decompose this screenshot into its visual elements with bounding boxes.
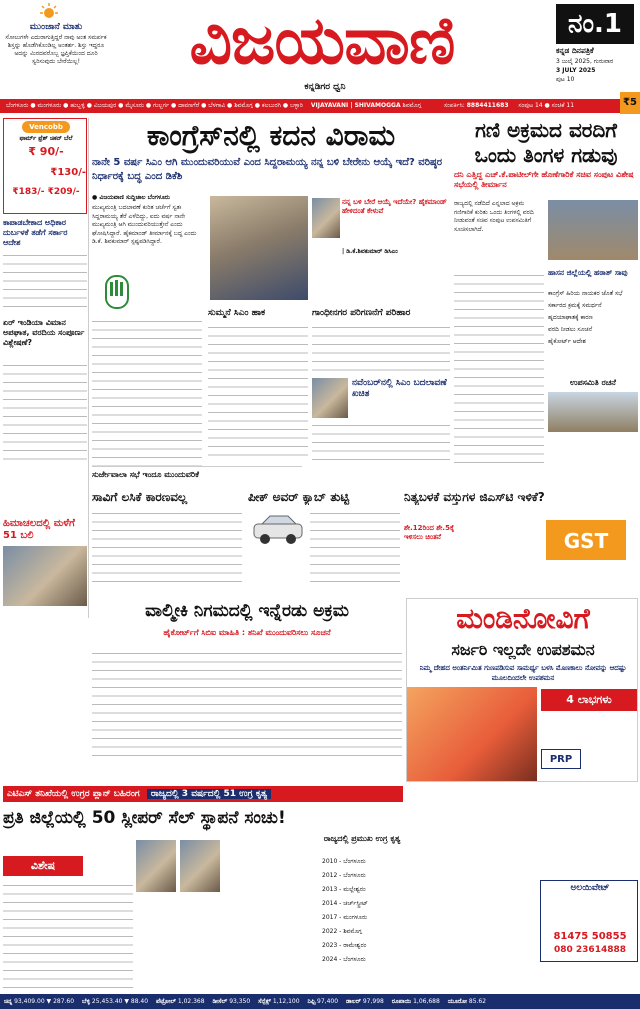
no1-sub: ಕನ್ನಡ ದಿನಪತ್ರಿಕೆ bbox=[556, 46, 594, 55]
list-item: 2022 - ಶಿವಮೊಗ್ಗ bbox=[322, 928, 362, 935]
list-item: 2024 - ಬೆಂಗಳೂರು bbox=[322, 956, 366, 963]
svg-text:GST: GST bbox=[563, 529, 609, 553]
bullet-item[interactable]: ವರದಿ ನೀಡಲು ಸೂಚನೆ bbox=[548, 326, 593, 333]
nav-item[interactable]: ಹುಬ್ಬಳ್ಳಿ bbox=[70, 102, 85, 109]
valmiki-deck: ಹೈಕೋರ್ಟ್‌ಗೆ ಸಿಬಿಐ ಮಾಹಿತಿ : ತನಿಖೆ ಮುಂದುವರಿಸಲು ಸೂಚನೆ bbox=[163, 628, 331, 637]
vaccine-title[interactable]: ಸಾವಿಗೆ ಲಸಿಕೆ ಕಾರಣವಲ್ಲ bbox=[92, 490, 188, 504]
hassan-title[interactable]: ಹಾಸನ ಜಿಲ್ಲೆಯಲ್ಲಿ ಹಠಾತ್ ಸಾವು bbox=[548, 268, 628, 277]
logo[interactable]: ವಿಜಯವಾಣಿ bbox=[189, 2, 455, 79]
valmiki-text bbox=[92, 648, 402, 758]
attack-list-title[interactable]: ರಾಜ್ಯದಲ್ಲಿ ಪ್ರಮುಖ ಉಗ್ರ ಕೃತ್ಯ bbox=[323, 834, 401, 843]
motto-box bbox=[4, 2, 108, 94]
nov-photo bbox=[312, 378, 348, 418]
attack-list bbox=[322, 858, 402, 988]
ticker-item[interactable]: ಡಾಲರ್ 97,998 bbox=[345, 998, 384, 1005]
nav-item[interactable]: ವಿಜಯಪುರ bbox=[93, 102, 117, 109]
date-en: 3 JULY 2025 bbox=[556, 67, 596, 74]
nav-item[interactable]: ಮೈಸೂರು bbox=[125, 102, 144, 109]
right-headline[interactable]: ಗಣಿ ಅಕ್ರಮದ ವರದಿಗೆ ಒಂದು ತಿಂಗಳ ಗಡುವು bbox=[474, 118, 618, 167]
cab-title[interactable]: ಪೀಕ್ ಅವರ್ ಕ್ಯಾಬ್ ತುಟ್ಟಿ bbox=[248, 490, 350, 504]
quote-box bbox=[312, 196, 450, 266]
no1-badge bbox=[556, 4, 634, 44]
prp-logo: PRP bbox=[541, 749, 581, 769]
cm-title[interactable]: ಸುಮ್ಮನೆ ಸಿಎಂ ಹಾಕ bbox=[208, 308, 266, 318]
nav-item[interactable]: ಬೆಳಗಾವಿ bbox=[208, 102, 226, 109]
mine-photo bbox=[548, 200, 638, 260]
sleeper-banner bbox=[3, 786, 403, 802]
ticker-item[interactable]: ಡೀಸೆಲ್ 93,350 bbox=[212, 998, 251, 1005]
ad-price-2: ₹130/- bbox=[50, 167, 86, 178]
lead-byline: ● ವಿಜಯವಾಣಿ ಸುದ್ದಿಜಾಲ ಬೆಂಗಳೂರು bbox=[92, 194, 171, 201]
nav-item[interactable]: ಗುಲ್ಬರ್ಗ bbox=[153, 102, 170, 109]
bullet-item[interactable]: ಕಾಂಗ್ರೆಸ್‌ ಹಿರಿಯ ನಾಯಕರ ಜೊತೆ ಸಭೆ bbox=[548, 290, 623, 297]
nav-item[interactable]: ಶಿವಮೊಗ್ಗ bbox=[234, 102, 253, 109]
ticker-item[interactable]: ರೂಪಾಯಿ 1,06,688 bbox=[391, 998, 440, 1005]
ticker-item[interactable]: ಚಿನ್ನ 93,409.00 ▼ 287.60 bbox=[4, 998, 75, 1005]
gst-title[interactable]: ನಿತ್ಯಬಳಕೆ ವಸ್ತುಗಳ ಜಿಎಸ್‌ಟಿ ಇಳಿಕೆ? bbox=[404, 490, 545, 504]
list-item: 2017 - ಮಂಗಳೂರು bbox=[322, 914, 368, 921]
building-photo bbox=[548, 392, 638, 432]
vishesha-badge: ವಿಶೇಷ bbox=[3, 856, 83, 876]
knee-strap: ನಿಮ್ಮ ದೇಹದ ಅಂತರ್ನಿಮಿತ ಗುಣಪಡಿಸುವ ಸಾಮರ್ಥ್ಯ ಬಳಸಿ ಮೊಣಕಾಲು ನೋವನ್ನು ಆದಷ್ಟು ಮೂಲದಿಂದಲೇ ಉಪಶಮನ bbox=[419, 664, 627, 682]
ad-brand: Vencobb bbox=[22, 121, 70, 133]
ad-price-1: ₹ 90/- bbox=[28, 145, 64, 158]
chicken-ad[interactable] bbox=[3, 118, 87, 214]
market-ticker bbox=[0, 994, 640, 1009]
issue-info: ಸಂಪುಟ 14 ● ಸಂಚಿಕೆ 11 bbox=[518, 102, 575, 109]
list-item: 2013 - ಮಲ್ಲೇಶ್ವರಂ bbox=[322, 886, 366, 893]
coalition-title[interactable]: ಗಾಂಧೀನಗರ ಪರಿಗಣನೆಗೆ ಪರಿಹಾರ bbox=[312, 308, 411, 318]
lead-body: ಮುಖ್ಯಮಂತ್ರಿ ಬದಲಾವಣೆ ಕುರಿತ ಚರ್ಚೆಗೆ ಸ್ವತಃ ಸಿದ್ದರಾಮಯ್ಯ ತೆರೆ ಎಳೆದಿದ್ದು, ಐದು ವರ್ಷ ನಾನೇ ಮುಖ್ಯಮಂತ್ರಿ ಆಗಿ ಮುಂದುವರಿಯುತ್ತೇನೆ ಎಂದು ಘೋಷಿಸಿದ್ದಾರೆ. ಹೈಕಮಾಂಡ್ ತೀರ್ಮಾನಕ್ಕೆ ಬದ್ಧ ಎಂದು ಡಿ.ಕೆ. ಶಿವಕುಮಾರ್ ಸ್ಪಷ್ಟಪಡಿಸಿದ್ದಾರೆ. bbox=[92, 204, 197, 245]
ticker-item[interactable]: ಬೆಳ್ಳಿ 25,453.40 ▼ 88.40 bbox=[82, 998, 149, 1005]
right-deck: ದನಿ ಎತ್ತಿದ್ದ ಎಚ್.ಕೆ.ಪಾಟೀಲ್‌ಗೇ ಹೊಣೆಗಾರಿಕೆ ಸಚಿವ ಸಂಪುಟ ವಿಶೇಷ ಸಭೆಯಲ್ಲಿ ತೀರ್ಮಾನ bbox=[454, 170, 634, 189]
accused-photo-2 bbox=[180, 840, 220, 892]
sleeper-headline[interactable]: ಪ್ರತಿ ಜಿಲ್ಲೆಯಲ್ಲಿ 50 ಸ್ಲೀಪರ್ ಸೆಲ್ ಸ್ಥಾಪನೆ ಸಂಚು! bbox=[3, 808, 286, 828]
valmiki-headline[interactable]: ವಾಲ್ಮೀಕಿ ನಿಗಮದಲ್ಲಿ ಇನ್ನೆರಡು ಅಕ್ರಮ bbox=[145, 601, 349, 621]
list-item: 2012 - ಬೆಂಗಳೂರು bbox=[322, 872, 366, 879]
ticker-item[interactable]: ನಿಫ್ಟಿ 97,400 bbox=[307, 998, 339, 1005]
masthead bbox=[0, 0, 640, 100]
knee-image bbox=[407, 687, 537, 781]
nov-text bbox=[312, 420, 450, 466]
motto-title: ಮುಂಜಾನೆ ಮಾತು bbox=[29, 22, 83, 32]
sun-icon bbox=[38, 2, 60, 22]
story-body bbox=[3, 360, 87, 460]
lead-headline[interactable]: ಕಾಂಗ್ರೆಸ್‌ನಲ್ಲಿ ಕದನ ವಿರಾಮ bbox=[146, 119, 396, 152]
banner-text: ಎಟಿಎಸ್‌ ತನಿಖೆಯಲ್ಲಿ ಉಗ್ರರ ಪ್ಲಾನ್ ಬಹಿರಂಗ bbox=[7, 789, 140, 799]
ad-price-3: ₹183/- ₹209/- bbox=[12, 187, 80, 197]
list-item: 2023 - ರಾಮೇಶ್ವರಂ bbox=[322, 942, 367, 949]
flood-photo bbox=[3, 546, 87, 606]
edition-label: VIJAYAVANI | SHIVAMOGGA bbox=[310, 102, 401, 109]
lead-deck: ನಾನೇ 5 ವರ್ಷ ಸಿಎಂ ಆಗಿ ಮುಂದುವರಿಯುವೆ ಎಂದ ಸಿದ್ದರಾಮಯ್ಯ ನನ್ನ ಬಳಿ ಬೇರೇನು ಆಯ್ಕೆ ಇದೆ? ವರಿಷ್ಠರ ನಿರ್ಧಾರಕ್ಕೆ ಬದ್ಧ ಎಂದ ಡಿಕೆಶಿ bbox=[92, 157, 443, 182]
cab-text bbox=[310, 508, 400, 588]
edition-kn: ಶಿವಮೊಗ್ಗ bbox=[402, 102, 422, 109]
car-icon bbox=[250, 512, 306, 546]
tagline: ಕನ್ನಡಿಗರ ಧ್ವನಿ bbox=[304, 82, 346, 92]
knee-sub: ಸರ್ಜರಿ ಇಲ್ಲದೇ ಉಪಶಮನ bbox=[451, 640, 595, 659]
nav-item[interactable]: ಬಳ್ಳಾರಿ bbox=[289, 102, 303, 109]
nov-title[interactable]: ನವೆಂಬರ್‌ನಲ್ಲಿ ಸಿಎಂ ಬದಲಾವಣೆ ಖಚಿತ bbox=[352, 378, 447, 399]
bullet-list bbox=[548, 290, 638, 370]
knee-ad[interactable] bbox=[406, 598, 638, 782]
clinic-box[interactable] bbox=[540, 880, 638, 962]
vaccine-text bbox=[92, 508, 242, 588]
nav-bar: ಬೆಂಗಳೂರು ● ಮಂಗಳೂರು ● ಹುಬ್ಬಳ್ಳಿ ● ವಿಜಯಪುರ ● ಮೈಸೂರು ● ಗುಲ್ಬರ್ಗ ● ದಾವಣಗೆರೆ ● ಬೆಳಗಾವಿ ● ಶಿವಮೊಗ್ಗ ● ಕಲಬುರಗಿ ● ಬಳ್ಳಾರಿ VIJAYAVANI | SHIVAMOGGA ಶಿವಮೊಗ್ಗ bbox=[0, 99, 640, 113]
story-title[interactable]: ಹಿಮಾಚಲದಲ್ಲಿ ಮಳೆಗೆ 51 ಬಲಿ bbox=[3, 518, 75, 541]
upasamiti-title[interactable]: ಉಪಸಮಿತಿ ರಚನೆ bbox=[570, 378, 616, 387]
ticker-item[interactable]: ಯೂರೋ 85.62 bbox=[447, 998, 487, 1005]
sleeper-text bbox=[3, 880, 133, 990]
lead-col-text bbox=[92, 316, 202, 466]
dks-photo bbox=[312, 198, 340, 238]
clinic-name: ಅಲಯಿವೇಟ್ bbox=[570, 883, 610, 893]
date-kn: 3 ಜುಲೈ 2025, ಗುರುವಾರ bbox=[556, 58, 614, 65]
list-item: 2014 - ಚರ್ಚ್‌ಸ್ಟ್ರೀಟ್ bbox=[322, 900, 368, 907]
congress-hand-icon bbox=[98, 272, 136, 312]
story-body bbox=[3, 250, 87, 314]
knee-headline: ಮಂಡಿನೋವಿಗೆ bbox=[456, 602, 590, 635]
left-column bbox=[3, 118, 89, 618]
clinic-phone-2[interactable]: 080 23614888 bbox=[553, 945, 627, 955]
bullet-item[interactable]: ಹೈಕೋರ್ಟ್ ಆದೇಶ bbox=[548, 338, 586, 345]
nav-item[interactable]: ಕಲಬುರಗಿ bbox=[261, 102, 281, 109]
lead-photo bbox=[210, 196, 308, 300]
bullet-item[interactable]: ಸರ್ಕಾರದ ಕ್ರಮಕ್ಕೆ ಸಮರ್ಥನೆ bbox=[548, 302, 602, 309]
page-count: ಪುಟ 10 bbox=[556, 76, 575, 83]
list-item: 2010 - ಬೆಂಗಳೂರು bbox=[322, 858, 366, 865]
story-title[interactable]: ಕಾಪಾಡಬೇಕಾದ ಅಧಿಕಾರ ದುರ್ಬಳಕೆ ತಡೆಗೆ ಸರ್ಕಾರ ಆದೇಶ bbox=[3, 218, 68, 247]
clinic-phone[interactable]: 81475 50855 bbox=[553, 931, 627, 942]
ticker-item[interactable]: ಪೆಟ್ರೋಲ್ 1,02.368 bbox=[156, 998, 205, 1005]
phone-label: ಸಂಪರ್ಕಿಸಿ: bbox=[444, 102, 465, 109]
story-title[interactable]: ಏರ್ ಇಂಡಿಯಾ ವಿಮಾನ ಅಪಘಾತ, ವರದಿಯ ಸಂಪೂರ್ಣ ವಿಶ್ಲೇಷಣೆ? bbox=[3, 318, 85, 347]
nav-item[interactable]: ಮಂಗಳೂರು bbox=[37, 102, 62, 109]
gst-badge: ಶೇ.12ರಿಂದ ಶೇ.5ಕ್ಕೆ ಇಳಿಸಲು ಚಿಂತನೆ bbox=[404, 524, 455, 541]
ad-text: ಫಾರ್ಮ್ ಫ್ರೆಶ್ ಚಿಕನ್ ಬೆಲೆ bbox=[19, 135, 73, 142]
price: ₹5 bbox=[620, 92, 640, 114]
cm-text bbox=[208, 322, 308, 462]
gst-icon bbox=[536, 510, 636, 570]
no1-text: ನಂ.1 bbox=[568, 9, 622, 39]
nav-meta bbox=[440, 99, 640, 113]
motto-text: ಸೋಲುಗಳೇ ಎದುರಾಗುತ್ತಿದ್ದರೆ ನಾವು ಅಂತ ಸಮರ್ಪಕ ಶಿಸ್ತನ್ನು ಹೊಡೆಗಿಕೊಂಡಿಲ್ಲ ಅಂತರ್ಶ. ಶಿಸ್ತು ಇದ್ದರೂ ಅದನ್ನು ಮಿರದವರೊಬ್ಬ ಜ್ಞಪ್ತಿಕೆಯಿಂದ ದೂರಿ ಸ್ವರಿಸುವುದು ಬೇರೆಯಿಲ್ಲ! bbox=[5, 34, 107, 65]
ticker-item[interactable]: ಸೆನ್ಸೆಕ್ಸ್ 1,12,100 bbox=[258, 998, 300, 1005]
lead-subbox[interactable]: ಸುರ್ಜೇವಾಲಾ ಸಭೆ ಇಂದೂ ಮುಂದುವರಿಕೆ bbox=[92, 466, 302, 482]
benefits-badge: 4 ಲಾಭಗಳು bbox=[541, 689, 637, 711]
quote-text: ನನ್ನ ಬಳಿ ಬೇರೆ ಆಯ್ಕೆ ಇದೆಯೇ? ಹೈಕಮಾಂಡ್ ಹೇಳಿದಂತೆ ಕೇಳುವೆ bbox=[342, 198, 447, 215]
nav-item[interactable]: ಬೆಂಗಳೂರು bbox=[6, 102, 29, 109]
quote-author: | ಡಿ.ಕೆ.ಶಿವಕುಮಾರ್ ಡಿಸಿಎಂ bbox=[342, 248, 398, 255]
accused-photo-1 bbox=[136, 840, 176, 892]
nav-item[interactable]: ದಾವಣಗೆರೆ bbox=[178, 102, 200, 109]
bullet-item[interactable]: ಹೃದಯಾಘಾತಕ್ಕೆ ಕಾರಣ bbox=[548, 314, 593, 321]
banner-text-2: ರಾಜ್ಯದಲ್ಲಿ 3 ವರ್ಷದಲ್ಲಿ 51 ಉಗ್ರ ಕೃತ್ಯ bbox=[147, 789, 271, 799]
right-body: ರಾಜ್ಯದಲ್ಲಿ ನಡೆದಿದೆ ಎನ್ನಲಾದ ಅಕ್ರಮ ಗಣಿಗಾರಿಕೆ ಕುರಿತು ಒಂದು ತಿಂಗಳಲ್ಲಿ ವರದಿ ನೀಡುವಂತೆ ಸಚಿವ ಸಂಪುಟ ಉಪಸಮಿತಿಗೆ ಸೂಚಿಸಲಾಗಿದೆ. bbox=[454, 200, 534, 233]
phone-number[interactable]: 8884411683 bbox=[466, 102, 509, 109]
coalition-text bbox=[312, 322, 450, 372]
right-col-text bbox=[454, 270, 544, 470]
